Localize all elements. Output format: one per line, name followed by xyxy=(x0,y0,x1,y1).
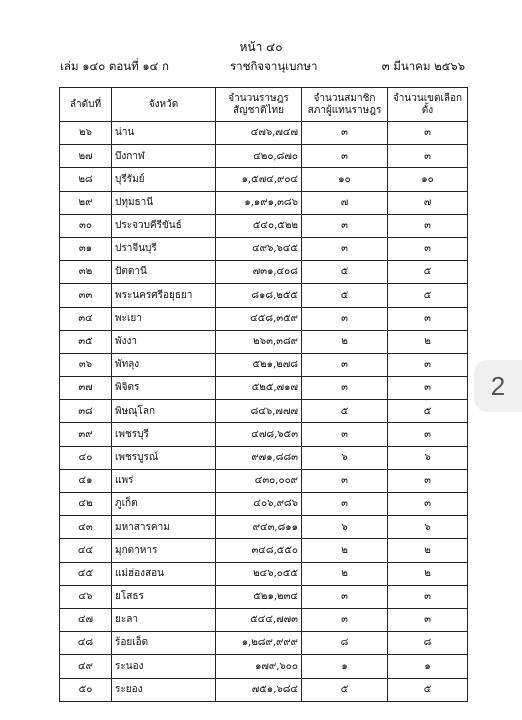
table-row xyxy=(60,191,468,214)
cell-order: ๒๙ xyxy=(60,191,112,214)
cell-order: ๕๐ xyxy=(60,678,112,701)
table-row xyxy=(60,122,468,145)
cell-representatives: ๑๐ xyxy=(302,168,388,191)
cell-population: ๑,๒๘๙,๙๙๙ xyxy=(216,632,302,655)
cell-order: ๔๐ xyxy=(60,446,112,469)
cell-representatives: ๓ xyxy=(302,377,388,400)
cell-representatives: ๓ xyxy=(302,214,388,237)
cell-districts: ๖ xyxy=(388,446,468,469)
cell-order: ๓๓ xyxy=(60,284,112,307)
cell-representatives: ๕ xyxy=(302,400,388,423)
cell-districts: ๓ xyxy=(388,608,468,631)
cell-districts: ๑๐ xyxy=(388,168,468,191)
table-row xyxy=(60,516,468,539)
cell-order: ๔๔ xyxy=(60,539,112,562)
cell-districts: ๓ xyxy=(388,307,468,330)
cell-province: ภูเก็ต xyxy=(112,493,216,516)
cell-districts: ๒ xyxy=(388,562,468,585)
table-row xyxy=(60,469,468,492)
cell-population: ๕๔๔,๗๗๓ xyxy=(216,608,302,631)
cell-districts: ๘ xyxy=(388,632,468,655)
cell-population: ๑,๑๙๑,๓๘๖ xyxy=(216,191,302,214)
cell-population: ๔๐๖,๙๘๖ xyxy=(216,493,302,516)
cell-representatives: ๕ xyxy=(302,261,388,284)
cell-order: ๓๒ xyxy=(60,261,112,284)
cell-order: ๒๖ xyxy=(60,122,112,145)
table-row xyxy=(60,562,468,585)
cell-population: ๒๔๖,๐๕๕ xyxy=(216,562,302,585)
table-row xyxy=(60,145,468,168)
publication-date: ๓ มีนาคม ๒๕๖๖ xyxy=(381,59,465,73)
cell-representatives: ๒ xyxy=(302,562,388,585)
cell-province: ปัตตานี xyxy=(112,261,216,284)
table-row xyxy=(60,400,468,423)
cell-representatives: ๑ xyxy=(302,655,388,678)
cell-representatives: ๓ xyxy=(302,608,388,631)
cell-districts: ๒ xyxy=(388,330,468,353)
cell-order: ๓๐ xyxy=(60,214,112,237)
cell-representatives: ๓ xyxy=(302,122,388,145)
cell-representatives: ๓ xyxy=(302,145,388,168)
cell-representatives: ๕ xyxy=(302,678,388,701)
cell-districts: ๓ xyxy=(388,214,468,237)
cell-representatives: ๒ xyxy=(302,539,388,562)
cell-order: ๓๕ xyxy=(60,330,112,353)
table-row xyxy=(60,539,468,562)
cell-districts: ๕ xyxy=(388,678,468,701)
cell-province: ยโสธร xyxy=(112,585,216,608)
cell-province: บุรีรัมย์ xyxy=(112,168,216,191)
cell-province: ปราจีนบุรี xyxy=(112,237,216,260)
cell-population: ๔๗๘,๖๕๓ xyxy=(216,423,302,446)
cell-representatives: ๓ xyxy=(302,585,388,608)
cell-province: ระนอง xyxy=(112,655,216,678)
table-row xyxy=(60,423,468,446)
cell-districts: ๕ xyxy=(388,400,468,423)
cell-population: ๔๒๐,๘๗๐ xyxy=(216,145,302,168)
cell-order: ๔๗ xyxy=(60,608,112,631)
side-page-badge[interactable]: 2 xyxy=(474,360,522,412)
publication-name: ราชกิจจานุเบกษา xyxy=(230,59,318,73)
col-header-province: จังหวัด xyxy=(112,88,216,122)
header-row xyxy=(60,88,468,122)
cell-order: ๓๘ xyxy=(60,400,112,423)
cell-districts: ๕ xyxy=(388,284,468,307)
cell-population: ๕๔๐,๕๒๒ xyxy=(216,214,302,237)
cell-representatives: ๗ xyxy=(302,191,388,214)
cell-representatives: ๓ xyxy=(302,493,388,516)
cell-province: แพร่ xyxy=(112,469,216,492)
cell-districts: ๗ xyxy=(388,191,468,214)
cell-districts: ๓ xyxy=(388,377,468,400)
col-header-representatives: จำนวนสมาชิก สภาผู้แทนราษฎร xyxy=(302,88,388,122)
cell-representatives: ๓ xyxy=(302,423,388,446)
cell-districts: ๓ xyxy=(388,493,468,516)
cell-population: ๓๔๘,๕๕๐ xyxy=(216,539,302,562)
cell-representatives: ๓ xyxy=(302,237,388,260)
cell-districts: ๓ xyxy=(388,237,468,260)
cell-districts: ๓ xyxy=(388,122,468,145)
cell-order: ๓๔ xyxy=(60,307,112,330)
page-header xyxy=(0,0,522,80)
table-row xyxy=(60,284,468,307)
cell-province: ยะลา xyxy=(112,608,216,631)
table-row xyxy=(60,678,468,701)
table-row xyxy=(60,237,468,260)
table-body xyxy=(60,122,468,702)
cell-representatives: ๓ xyxy=(302,353,388,376)
page-number: หน้า ๔๐ xyxy=(239,40,283,54)
cell-order: ๓๖ xyxy=(60,353,112,376)
cell-province: พังงา xyxy=(112,330,216,353)
cell-districts: ๖ xyxy=(388,516,468,539)
cell-order: ๔๘ xyxy=(60,632,112,655)
cell-province: เพชรบุรี xyxy=(112,423,216,446)
cell-province: แม่ฮ่องสอน xyxy=(112,562,216,585)
cell-districts: ๓ xyxy=(388,423,468,446)
cell-order: ๔๕ xyxy=(60,562,112,585)
cell-population: ๕๒๕,๗๑๗ xyxy=(216,377,302,400)
cell-representatives: ๓ xyxy=(302,307,388,330)
cell-population: ๕๒๑,๒๓๔ xyxy=(216,585,302,608)
table-row xyxy=(60,446,468,469)
header-line xyxy=(60,58,465,74)
cell-province: พะเยา xyxy=(112,307,216,330)
table-row xyxy=(60,307,468,330)
table-row xyxy=(60,353,468,376)
cell-population: ๔๕๘,๓๕๙ xyxy=(216,307,302,330)
cell-order: ๔๒ xyxy=(60,493,112,516)
cell-province: พิจิตร xyxy=(112,377,216,400)
cell-population: ๘๑๘,๒๕๕ xyxy=(216,284,302,307)
cell-representatives: ๓ xyxy=(302,469,388,492)
cell-order: ๔๙ xyxy=(60,655,112,678)
table-row xyxy=(60,632,468,655)
table-row xyxy=(60,377,468,400)
cell-province: ปทุมธานี xyxy=(112,191,216,214)
table-row xyxy=(60,655,468,678)
cell-districts: ๓ xyxy=(388,145,468,168)
cell-order: ๒๗ xyxy=(60,145,112,168)
cell-province: มหาสารคาม xyxy=(112,516,216,539)
col-header-districts: จำนวนเขตเลือกตั้ง xyxy=(388,88,468,122)
col-header-population: จำนวนราษฎร สัญชาติไทย xyxy=(216,88,302,122)
cell-order: ๔๑ xyxy=(60,469,112,492)
table-row xyxy=(60,585,468,608)
table-row xyxy=(60,261,468,284)
cell-districts: ๓ xyxy=(388,469,468,492)
cell-population: ๙๔๓,๘๑๑ xyxy=(216,516,302,539)
col-header-order: ลำดับที่ xyxy=(60,88,112,122)
cell-population: ๗๓๑,๔๐๘ xyxy=(216,261,302,284)
cell-representatives: ๘ xyxy=(302,632,388,655)
cell-districts: ๒ xyxy=(388,539,468,562)
cell-order: ๒๘ xyxy=(60,168,112,191)
seats-table xyxy=(59,87,468,702)
table-row xyxy=(60,493,468,516)
cell-population: ๗๕๑,๖๘๔ xyxy=(216,678,302,701)
cell-districts: ๓ xyxy=(388,353,468,376)
cell-order: ๓๑ xyxy=(60,237,112,260)
cell-province: บึงกาฬ xyxy=(112,145,216,168)
cell-province: ประจวบคีรีขันธ์ xyxy=(112,214,216,237)
table-header xyxy=(60,88,468,122)
cell-population: ๔๙๖,๖๔๕ xyxy=(216,237,302,260)
cell-province: ร้อยเอ็ด xyxy=(112,632,216,655)
cell-population: ๒๖๓,๓๘๙ xyxy=(216,330,302,353)
cell-province: พัทลุง xyxy=(112,353,216,376)
cell-province: พิษณุโลก xyxy=(112,400,216,423)
cell-province: น่าน xyxy=(112,122,216,145)
cell-province: เพชรบูรณ์ xyxy=(112,446,216,469)
cell-districts: ๓ xyxy=(388,585,468,608)
table-row xyxy=(60,214,468,237)
cell-population: ๑๗๙,๖๐๐ xyxy=(216,655,302,678)
cell-population: ๙๗๑,๘๘๓ xyxy=(216,446,302,469)
cell-population: ๑,๕๗๔,๙๐๔ xyxy=(216,168,302,191)
table-row xyxy=(60,330,468,353)
cell-representatives: ๒ xyxy=(302,330,388,353)
cell-districts: ๑ xyxy=(388,655,468,678)
volume-issue: เล่ม ๑๔๐ ตอนที่ ๑๔ ก xyxy=(60,59,169,73)
cell-order: ๓๗ xyxy=(60,377,112,400)
cell-province: ระยอง xyxy=(112,678,216,701)
cell-order: ๓๙ xyxy=(60,423,112,446)
cell-order: ๔๖ xyxy=(60,585,112,608)
table-row xyxy=(60,608,468,631)
cell-province: มุกดาหาร xyxy=(112,539,216,562)
cell-representatives: ๖ xyxy=(302,446,388,469)
cell-population: ๕๒๑,๒๗๘ xyxy=(216,353,302,376)
cell-representatives: ๕ xyxy=(302,284,388,307)
cell-representatives: ๖ xyxy=(302,516,388,539)
cell-population: ๔๓๐,๐๐๙ xyxy=(216,469,302,492)
cell-districts: ๕ xyxy=(388,261,468,284)
table-row xyxy=(60,168,468,191)
cell-order: ๔๓ xyxy=(60,516,112,539)
cell-population: ๘๔๖,๗๗๗ xyxy=(216,400,302,423)
cell-population: ๔๗๖,๗๔๗ xyxy=(216,122,302,145)
cell-province: พระนครศรีอยุธยา xyxy=(112,284,216,307)
